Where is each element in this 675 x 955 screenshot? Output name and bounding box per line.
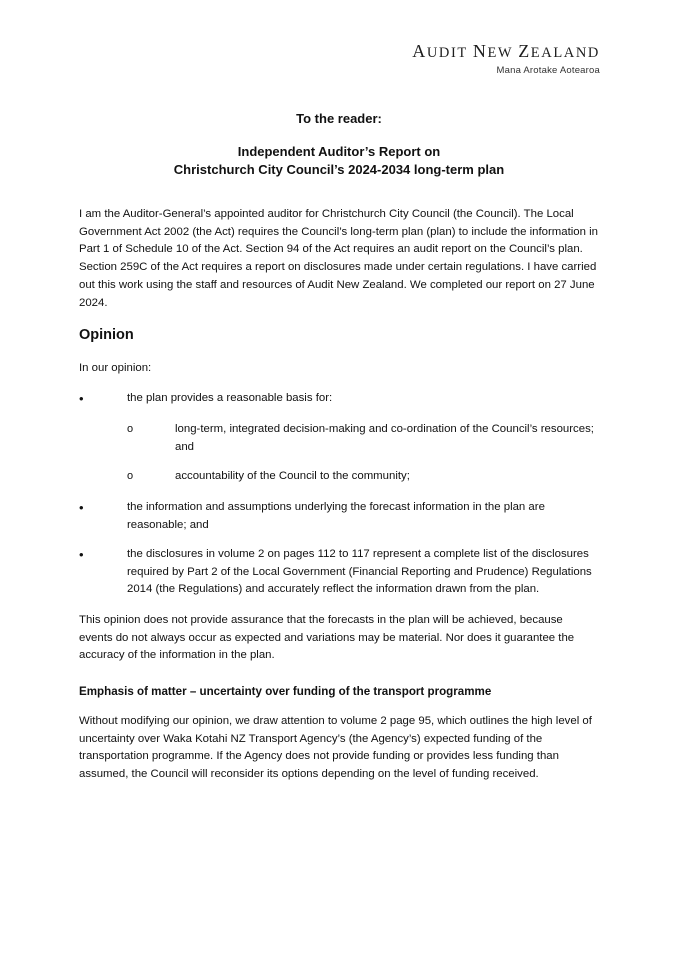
opinion-bullet-1 [79,390,599,408]
bullet-marker: • [79,391,84,406]
logo-text-udit: UDIT [426,45,473,61]
logo-letter-z: Z [518,41,531,61]
logo-text-ew: EW [487,45,519,61]
logo-letter-a: A [412,41,427,61]
opinion-sub-bullet-2 [127,468,599,486]
logo-wordmark [412,43,600,62]
bullet-text: the plan provides a reasonable basis for: [127,392,333,404]
logo-text-ealand: EALAND [530,45,600,61]
sub-bullet-marker: o [127,423,134,435]
opinion-closing: This opinion does not provide assurance that the forecasts in the plan will be achieved, because events do not always occur as expected and variations may be material. Nor does it guarantee the accuracy of the information in the plan. [79,614,575,662]
intro-paragraph: I am the Auditor-General’s appointed auditor for Christchurch City Council (the Council). The Local Government Act 2002 (the Act) requires the Council’s long-term plan (plan) to include the information in Part 1 of Schedule 10 of the Act. Section 94 of the Act requires an audit report on the Council’s plan. Section 259C of the Act requires a report on disclosures made under certain regulations. I have carried out this work using the staff and resources of Audit New Zealand. We completed our report on 27 June 2024. [79,208,598,309]
title-line-2: Christchurch City Council’s 2024-2034 long-term plan [173,162,505,177]
audit-nz-logo [412,43,600,76]
logo-tagline: Mana Arotake Aotearoa [496,65,600,76]
greeting: To the reader: [296,111,382,126]
title-line-1: Independent Auditor’s Report on [237,144,441,159]
opinion-bullet-3 [79,546,599,599]
sub-bullet-marker: o [127,470,134,482]
bullet-text: the disclosures in volume 2 on pages 112 to 117 represent a complete list of the disclosures required by Part 2 of the Local Government (Financial Reporting and Prudence) Regulations 2014 (the Regulations) and accurately reflect the information drawn from the plan. [127,548,592,596]
emphasis-paragraph: Without modifying our opinion, we draw attention to volume 2 page 95, which outlines the high level of uncertainty over Waka Kotahi NZ Transport Agency’s (the Agency’s) expected funding of the transportation programme. If the Agency does not provide funding or provides less funding than assumed, the Council will reconsider its options depending on the level of funding received. [79,715,592,781]
opinion-bullet-2 [79,499,599,534]
opinion-lead: In our opinion: [79,362,152,374]
sub-bullet-text: long-term, integrated decision-making and co-ordination of the Council’s resources; and [175,423,594,453]
bullet-marker: • [79,547,84,562]
sub-bullet-text: accountability of the Council to the community; [175,470,410,482]
bullet-marker: • [79,500,84,515]
bullet-text: the information and assumptions underlying the forecast information in the plan are reasonable; and [127,501,545,531]
report-title [79,143,599,179]
logo-letter-n: N [472,41,488,61]
emphasis-heading: Emphasis of matter – uncertainty over funding of the transport programme [79,685,492,698]
opinion-heading: Opinion [79,327,134,343]
opinion-sub-bullet-1 [127,421,599,456]
